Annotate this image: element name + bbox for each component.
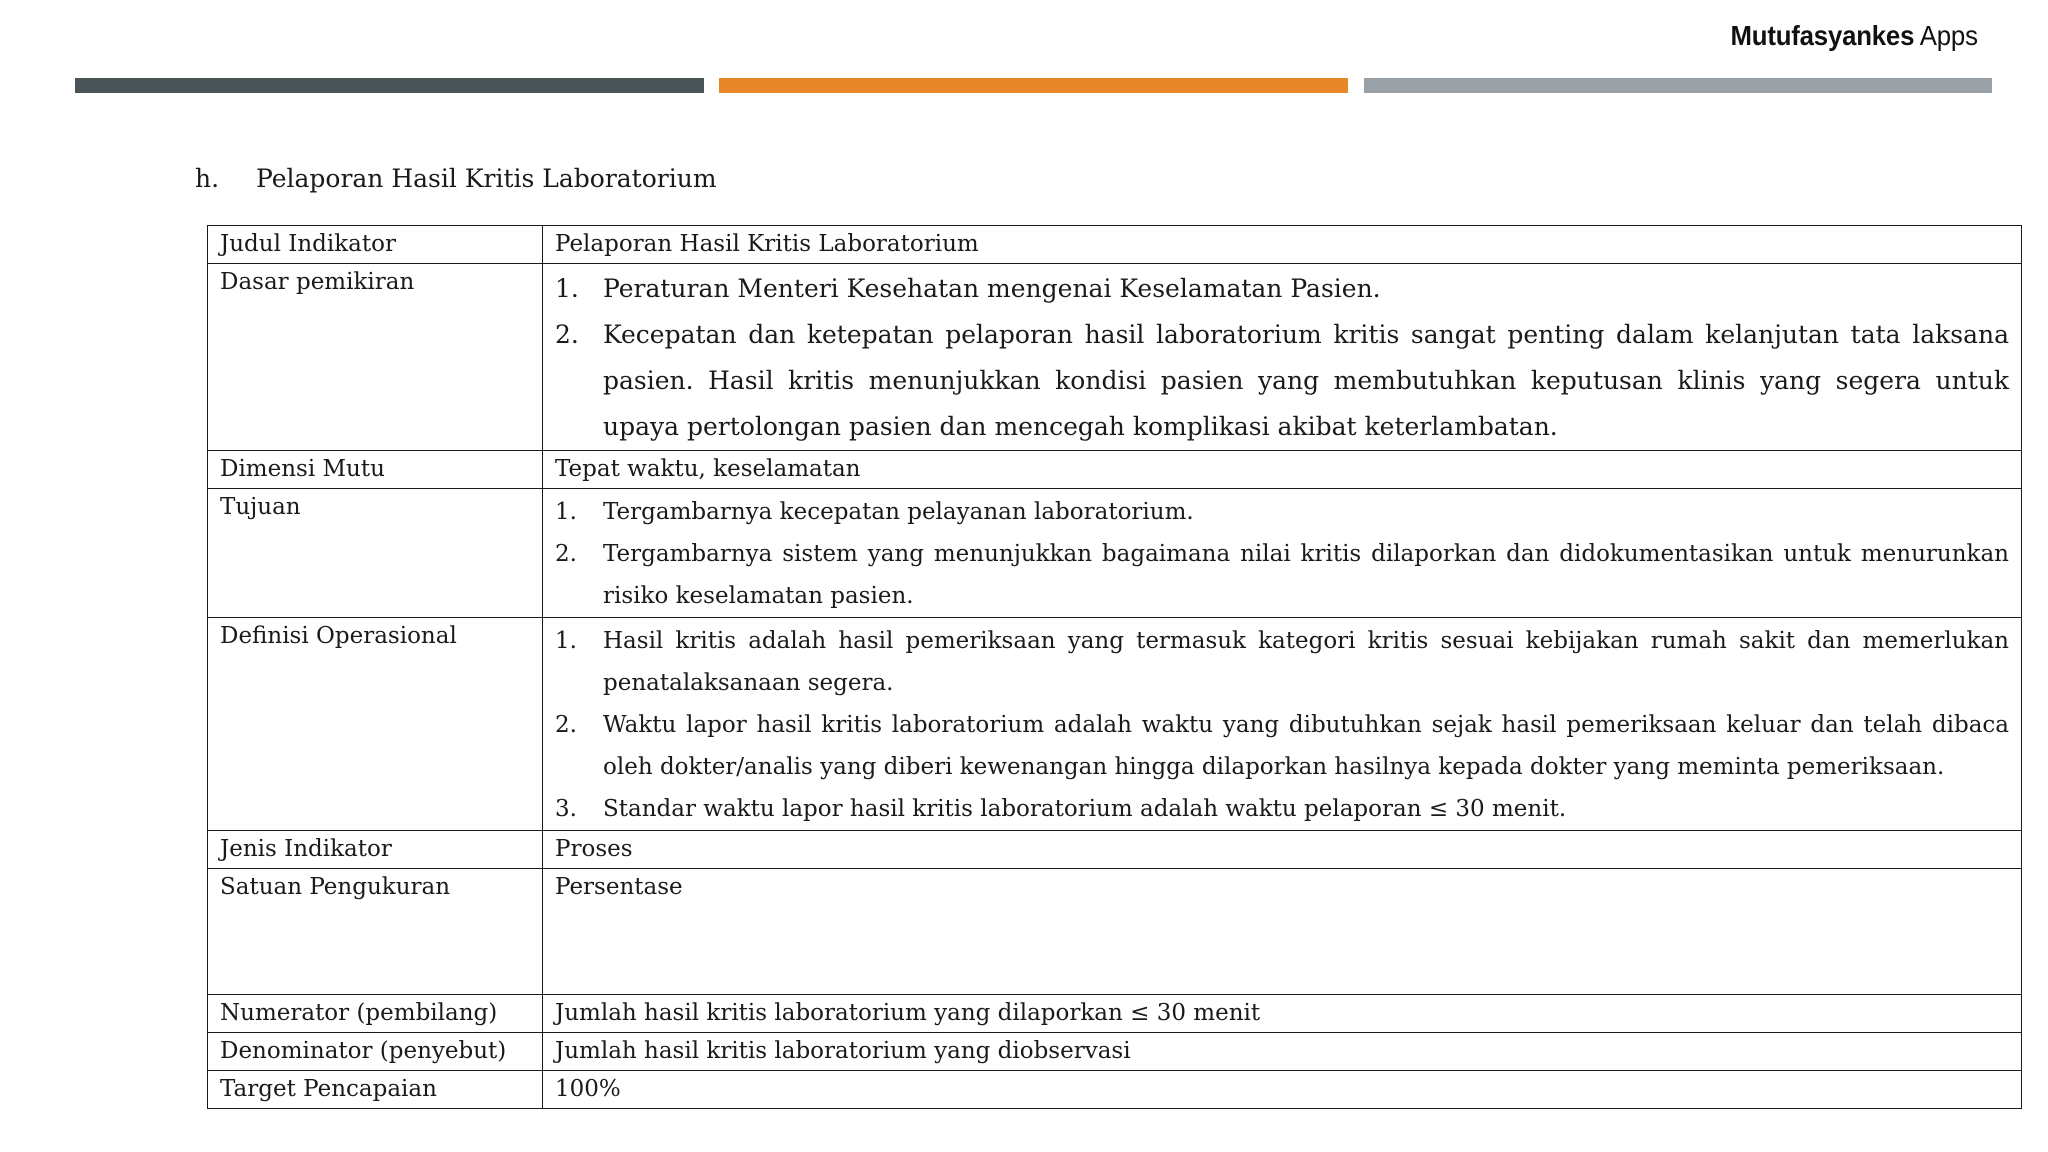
row-value-list [543,264,2022,451]
row-label: Target Pencapaian [208,1071,543,1109]
header-bar-orange [719,78,1348,93]
section-title: Pelaporan Hasil Kritis Laboratorium [256,164,717,193]
indicator-table [207,225,2022,1109]
brand-name-light: Apps [1920,20,1978,51]
list-number: 3. [555,796,577,822]
list-item [555,266,2009,312]
list-item [555,491,2009,533]
row-label: Definisi Operasional [208,618,543,831]
table-row [208,995,2022,1033]
table-row [208,869,2022,995]
list-item [555,788,2009,830]
row-value: 100% [543,1071,2022,1109]
table-row [208,264,2022,451]
section-letter: h. [195,164,220,193]
row-label: Satuan Pengukuran [208,869,543,995]
row-value-list [543,618,2022,831]
list-item [555,312,2009,450]
row-value: Pelaporan Hasil Kritis Laboratorium [543,226,2022,264]
table-row [208,489,2022,618]
list-number: 1. [555,274,579,303]
table-row [208,1071,2022,1109]
brand-logo [1731,20,1978,52]
section-heading [195,164,717,193]
list-number: 1. [555,628,577,654]
header-bar-dark [75,78,704,93]
table-row [208,451,2022,489]
list-number: 2. [555,712,577,738]
row-value-list [543,489,2022,618]
row-label: Jenis Indikator [208,831,543,869]
row-value: Persentase [543,869,2022,995]
row-value: Tepat waktu, keselamatan [543,451,2022,489]
list-text: Kecepatan dan ketepatan pelaporan hasil laboratorium kritis sangat penting dalam kelanjutan tata laksana pasien. Hasil kritis menunjukkan kondisi pasien yang membutuhkan keputusan klinis yang segera untuk upaya pertolongan pasien dan mencegah komplikasi akibat keterlambatan. [603,320,2009,441]
list-item [555,704,2009,788]
list-text: Tergambarnya kecepatan pelayanan laboratorium. [603,499,1194,525]
table-row [208,618,2022,831]
row-label: Numerator (pembilang) [208,995,543,1033]
list-number: 2. [555,541,577,567]
row-value: Jumlah hasil kritis laboratorium yang diobservasi [543,1033,2022,1071]
row-label: Judul Indikator [208,226,543,264]
list-text: Hasil kritis adalah hasil pemeriksaan yang termasuk kategori kritis sesuai kebijakan rumah sakit dan memerlukan penatalaksanaan segera. [603,628,2009,696]
list-item [555,620,2009,704]
list-text: Standar waktu lapor hasil kritis laboratorium adalah waktu pelaporan ≤ 30 menit. [603,796,1567,822]
list-number: 2. [555,320,579,349]
row-label: Dimensi Mutu [208,451,543,489]
list-text: Peraturan Menteri Kesehatan mengenai Keselamatan Pasien. [603,274,1381,303]
header-bar-gray [1364,78,1992,93]
row-label: Tujuan [208,489,543,618]
row-value: Jumlah hasil kritis laboratorium yang dilaporkan ≤ 30 menit [543,995,2022,1033]
table-row [208,226,2022,264]
row-label: Dasar pemikiran [208,264,543,451]
list-text: Tergambarnya sistem yang menunjukkan bagaimana nilai kritis dilaporkan dan didokumentasikan untuk menurunkan risiko keselamatan pasien. [603,541,2009,609]
row-value: Proses [543,831,2022,869]
list-number: 1. [555,499,577,525]
list-item [555,533,2009,617]
row-label: Denominator (penyebut) [208,1033,543,1071]
list-text: Waktu lapor hasil kritis laboratorium adalah waktu yang dibutuhkan sejak hasil pemeriksaan keluar dan telah dibaca oleh dokter/analis yang diberi kewenangan hingga dilaporkan hasilnya kepada dokter yang meminta pemeriksaan. [603,712,2009,780]
table-row [208,1033,2022,1071]
brand-name-bold: Mutufasyankes [1730,20,1915,51]
table-row [208,831,2022,869]
